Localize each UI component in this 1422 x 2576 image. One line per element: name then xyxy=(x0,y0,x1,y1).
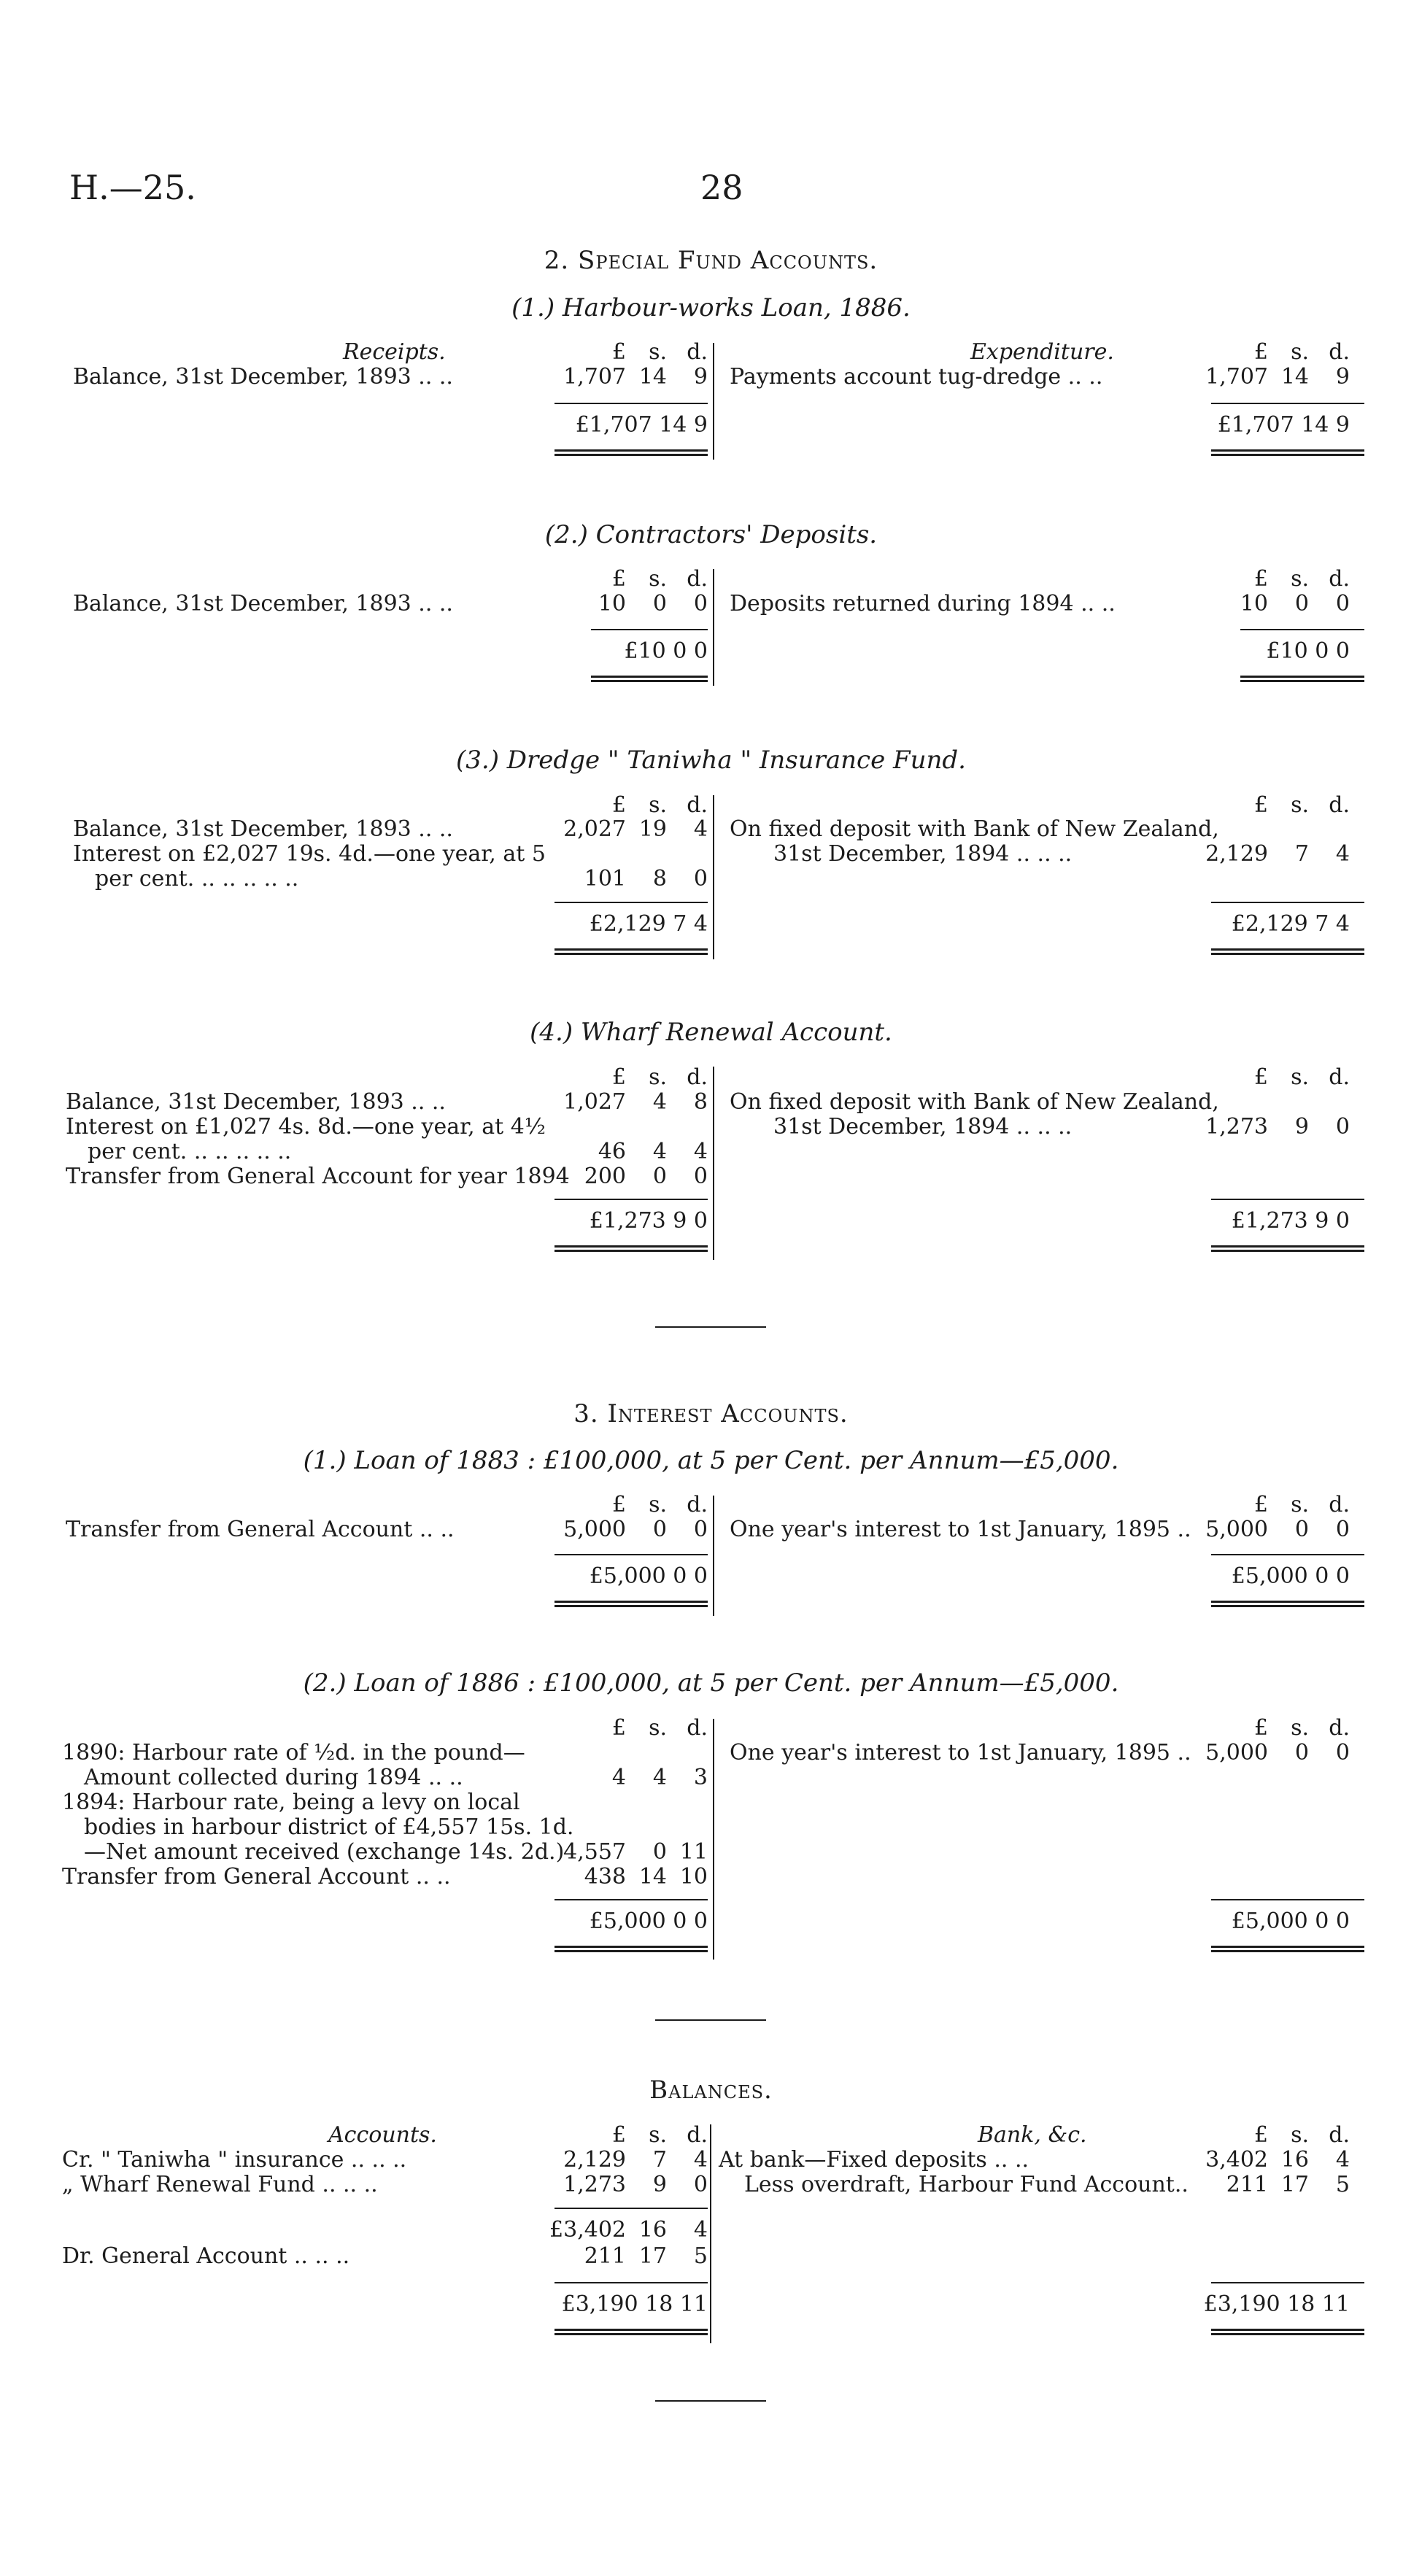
column-divider xyxy=(710,2124,711,2343)
currency-header: £ s. d. xyxy=(611,1492,708,1517)
page-number: 28 xyxy=(700,168,743,207)
ledger-line: One year's interest to 1st January, 1895 .. xyxy=(730,1740,1191,1765)
ledger-line: Payments account tug-dredge .. .. xyxy=(730,364,1103,390)
ledger-line: Interest on £1,027 4s. 8d.—one year, at 4½ xyxy=(66,1114,546,1140)
ledger-line: At bank—Fixed deposits .. .. xyxy=(719,2147,1029,2173)
ledger-amount: 2,129 7 4 xyxy=(1205,841,1350,867)
currency-header: £ s. d. xyxy=(611,1715,708,1741)
ledger-total: £5,000 0 0 xyxy=(589,1908,708,1934)
sum-rule xyxy=(1211,1554,1364,1555)
ledger-line: 31st December, 1894 .. .. .. xyxy=(773,1114,1073,1140)
ledger-line: Transfer from General Account .. .. xyxy=(66,1517,455,1542)
ledger-amount: 2,027 19 4 xyxy=(563,816,708,842)
ledger-line: Balance, 31st December, 1893 .. .. xyxy=(73,591,453,616)
sum-rule xyxy=(1211,1899,1364,1900)
ledger-amount: 4,557 0 11 xyxy=(563,1839,708,1865)
harbour-loan-title: (1.) Harbour-works Loan, 1886. xyxy=(511,293,911,322)
double-rule xyxy=(554,449,708,456)
ledger-line: On fixed deposit with Bank of New Zealand, xyxy=(730,816,1219,842)
currency-header: £ s. d. xyxy=(1253,2122,1350,2148)
ledger-line: Less overdraft, Harbour Fund Account.. xyxy=(744,2172,1189,2197)
ledger-line: —Net amount received (exchange 14s. 2d.) xyxy=(84,1839,565,1865)
ledger-total: £1,707 14 9 xyxy=(1217,412,1350,438)
sum-rule xyxy=(591,629,708,630)
sum-rule xyxy=(554,2208,708,2209)
currency-header: £ s. d. xyxy=(1253,566,1350,592)
ledger-line: Cr. " Taniwha " insurance .. .. .. xyxy=(62,2147,407,2173)
ledger-total: £1,707 14 9 xyxy=(575,412,708,438)
column-divider xyxy=(713,569,714,686)
ledger-amount: 5,000 0 0 xyxy=(1205,1740,1350,1765)
column-divider xyxy=(713,795,714,959)
double-rule xyxy=(591,676,708,682)
double-rule xyxy=(554,1245,708,1252)
ledger-amount: 10 0 0 xyxy=(1240,591,1350,616)
sum-rule xyxy=(554,1899,708,1900)
ledger-amount: 1,027 4 8 xyxy=(563,1089,708,1115)
ledger-amount: 1,707 14 9 xyxy=(1205,364,1350,390)
double-rule xyxy=(1211,1946,1364,1952)
ledger-line: Balance, 31st December, 1893 .. .. xyxy=(66,1089,446,1115)
double-rule xyxy=(554,1601,708,1607)
ledger-line: Deposits returned during 1894 .. .. xyxy=(730,591,1116,616)
ledger-total: £3,190 18 11 xyxy=(1203,2291,1350,2317)
column-divider xyxy=(713,1067,714,1260)
ledger-line: 1894: Harbour rate, being a levy on local xyxy=(62,1790,520,1815)
ledger-amount: 211 17 5 xyxy=(584,2243,708,2269)
double-rule xyxy=(554,948,708,955)
ledger-amount: 2,129 7 4 xyxy=(563,2147,708,2173)
ledger-line: Balance, 31st December, 1893 .. .. xyxy=(73,816,453,842)
ledger-total: £1,273 9 0 xyxy=(1231,1208,1350,1234)
expenditure-heading: Expenditure. xyxy=(970,339,1114,365)
loan-1886-title: (2.) Loan of 1886 : £100,000, at 5 per Cent. per Annum—£5,000. xyxy=(303,1668,1119,1698)
ledger-total: £5,000 0 0 xyxy=(1231,1563,1350,1589)
column-divider xyxy=(713,1719,714,1960)
double-rule xyxy=(1211,1601,1364,1607)
double-rule xyxy=(554,2329,708,2335)
ledger-total: £1,273 9 0 xyxy=(589,1208,708,1234)
sum-rule xyxy=(554,902,708,903)
double-rule xyxy=(1211,449,1364,456)
ledger-total: £5,000 0 0 xyxy=(1231,1908,1350,1934)
ledger-amount: 1,273 9 0 xyxy=(563,2172,708,2197)
currency-header: £ s. d. xyxy=(611,792,708,818)
ledger-line: Transfer from General Account for year 1894 xyxy=(66,1164,570,1189)
currency-header: £ s. d. xyxy=(1253,792,1350,818)
bank-heading: Bank, &c. xyxy=(978,2122,1087,2148)
sum-rule xyxy=(554,1199,708,1200)
sum-rule xyxy=(554,2282,708,2283)
sum-rule xyxy=(1211,403,1364,404)
ledger-line: Transfer from General Account .. .. xyxy=(62,1864,451,1890)
ledger-amount: 3,402 16 4 xyxy=(1205,2147,1350,2173)
dredge-insurance-title: (3.) Dredge " Taniwha " Insurance Fund. xyxy=(456,746,966,775)
section-separator xyxy=(655,2019,766,2021)
sum-rule xyxy=(554,1554,708,1555)
ledger-line: Dr. General Account .. .. .. xyxy=(62,2243,350,2269)
sum-rule xyxy=(554,403,708,404)
currency-header: £ s. d. xyxy=(1253,1492,1350,1517)
currency-header: £ s. d. xyxy=(1253,1715,1350,1741)
ledger-amount: 211 17 5 xyxy=(1226,2172,1350,2197)
interest-accounts-heading: 3. Interest Accounts. xyxy=(573,1399,849,1428)
ledger-total: £5,000 0 0 xyxy=(589,1563,708,1589)
section-separator xyxy=(655,2400,766,2402)
ledger-amount: 1,707 14 9 xyxy=(563,364,708,390)
currency-header: £ s. d. xyxy=(611,339,708,365)
currency-header: £ s. d. xyxy=(1253,339,1350,365)
special-fund-heading: 2. Special Fund Accounts. xyxy=(544,246,878,275)
loan-1883-title: (1.) Loan of 1883 : £100,000, at 5 per Cent. per Annum—£5,000. xyxy=(303,1446,1119,1475)
contractors-deposits-title: (2.) Contractors' Deposits. xyxy=(544,520,878,549)
column-divider xyxy=(713,1496,714,1616)
ledger-total: £10 0 0 xyxy=(1266,638,1350,664)
ledger-line: Interest on £2,027 19s. 4d.—one year, at 5 xyxy=(73,841,546,867)
ledger-amount: 5,000 0 0 xyxy=(1205,1517,1350,1542)
receipts-heading: Receipts. xyxy=(343,339,446,365)
balances-heading: Balances. xyxy=(649,2076,773,2105)
wharf-renewal-title: (4.) Wharf Renewal Account. xyxy=(530,1018,892,1047)
currency-header: £ s. d. xyxy=(611,566,708,592)
currency-header: £ s. d. xyxy=(611,1064,708,1090)
ledger-line: „ Wharf Renewal Fund .. .. .. xyxy=(62,2172,378,2197)
ledger-amount: 10 0 0 xyxy=(598,591,708,616)
ledger-subtotal: £3,402 16 4 xyxy=(549,2217,708,2243)
sum-rule xyxy=(1240,629,1364,630)
sum-rule xyxy=(1211,902,1364,903)
ledger-line: 31st December, 1894 .. .. .. xyxy=(773,841,1073,867)
ledger-amount: 101 8 0 xyxy=(584,866,708,891)
double-rule xyxy=(554,1946,708,1952)
ledger-line: On fixed deposit with Bank of New Zealand, xyxy=(730,1089,1219,1115)
ledger-line: per cent. .. .. .. .. .. xyxy=(88,1139,292,1164)
double-rule xyxy=(1211,1245,1364,1252)
ledger-amount: 438 14 10 xyxy=(584,1864,708,1890)
double-rule xyxy=(1211,948,1364,955)
ledger-line: Balance, 31st December, 1893 .. .. xyxy=(73,364,453,390)
ledger-amount: 5,000 0 0 xyxy=(563,1517,708,1542)
ledger-amount: 46 4 4 xyxy=(598,1139,708,1164)
currency-header: £ s. d. xyxy=(611,2122,708,2148)
double-rule xyxy=(1211,2329,1364,2335)
ledger-total: £2,129 7 4 xyxy=(589,911,708,937)
ledger-amount: 1,273 9 0 xyxy=(1205,1114,1350,1140)
sum-rule xyxy=(1211,2282,1364,2283)
section-separator xyxy=(655,1326,766,1328)
sum-rule xyxy=(1211,1199,1364,1200)
ledger-total: £10 0 0 xyxy=(624,638,708,664)
ledger-line: bodies in harbour district of £4,557 15s. 1d. xyxy=(84,1814,574,1840)
ledger-total: £3,190 18 11 xyxy=(561,2291,708,2317)
ledger-total: £2,129 7 4 xyxy=(1231,911,1350,937)
double-rule xyxy=(1240,676,1364,682)
currency-header: £ s. d. xyxy=(1253,1064,1350,1090)
ledger-line: per cent. .. .. .. .. .. xyxy=(95,866,299,891)
accounts-heading: Accounts. xyxy=(328,2122,437,2148)
page-reference: H.—25. xyxy=(69,168,196,207)
ledger-line: 1890: Harbour rate of ½d. in the pound— xyxy=(62,1740,525,1765)
ledger-line: One year's interest to 1st January, 1895 .. xyxy=(730,1517,1191,1542)
ledger-amount: 4 4 3 xyxy=(611,1765,708,1790)
ledger-line: Amount collected during 1894 .. .. xyxy=(84,1765,463,1790)
column-divider xyxy=(713,343,714,460)
ledger-amount: 200 0 0 xyxy=(584,1164,708,1189)
